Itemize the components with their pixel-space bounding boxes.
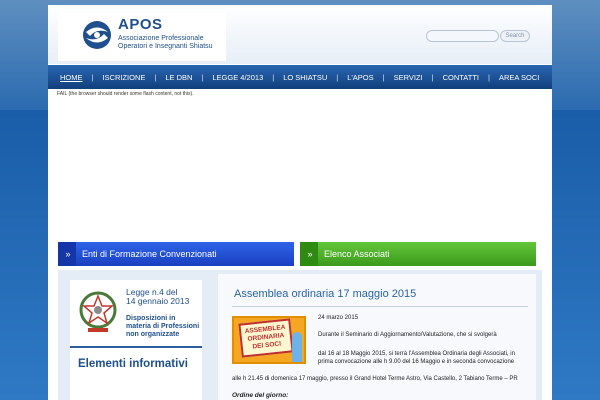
law-title bbox=[126, 288, 189, 306]
assembly-sign bbox=[238, 318, 293, 357]
logo-subtitle-1: Associazione Professionale bbox=[118, 35, 204, 42]
page-container bbox=[48, 5, 552, 400]
main-nav bbox=[48, 65, 552, 89]
nav-separator: | bbox=[382, 72, 385, 82]
nav-separator: | bbox=[154, 72, 157, 82]
article-divider bbox=[232, 306, 528, 307]
nav-item-lapos[interactable]: L'APOS bbox=[347, 72, 374, 82]
law-line-2: 14 gennaio 2013 bbox=[126, 296, 190, 306]
article-image bbox=[232, 316, 306, 364]
nav-separator: | bbox=[272, 72, 275, 82]
sign-line-1: ASSEMBLEA bbox=[244, 323, 286, 336]
logo-swirl-icon bbox=[82, 19, 112, 51]
chevron-right-icon: » bbox=[300, 242, 318, 266]
site-logo[interactable] bbox=[58, 13, 226, 61]
logo-subtitle-2: Operatori e Insegnanti Shiatsu bbox=[118, 43, 213, 50]
law-sub-2: materia di Professioni bbox=[126, 323, 200, 330]
nav-item-servizi[interactable]: SERVIZI bbox=[393, 72, 423, 82]
nav-item-home[interactable]: HOME bbox=[60, 72, 83, 82]
nav-separator: | bbox=[431, 72, 434, 82]
article bbox=[218, 274, 536, 400]
nav-separator: | bbox=[488, 72, 490, 82]
law-sub-3: non organizzate bbox=[126, 331, 180, 338]
nav-separator: | bbox=[91, 72, 94, 82]
article-paragraph-2: dal 16 al 18 Maggio 2015, si terrà l'Assemblea Ordinaria degli Associati, in prima convocazione alle h 9.00 del 16 Maggio e in seconda convocazione bbox=[318, 351, 515, 365]
article-paragraph-2b: alle h 21.45 di domenica 17 maggio, presso il Grand Hotel Terme Astro, Via Castello, 2 Tabiano Terme – PR bbox=[232, 376, 518, 382]
banner-enti-formazione[interactable] bbox=[58, 242, 294, 266]
sidebar-divider bbox=[70, 346, 202, 348]
sidebar-law-box[interactable] bbox=[70, 280, 202, 400]
banner-elenco-associati[interactable] bbox=[300, 242, 536, 266]
sign-line-3: DEI SOCI bbox=[252, 340, 282, 351]
nav-item-lo-shiatsu[interactable]: LO SHIATSU bbox=[283, 72, 328, 82]
nav-item-area-soci[interactable]: AREA SOCI bbox=[498, 72, 540, 82]
law-sub-1: Disposizioni in bbox=[126, 315, 176, 322]
nav-separator: | bbox=[336, 72, 339, 82]
article-title[interactable]: Assemblea ordinaria 17 maggio 2015 bbox=[234, 288, 417, 300]
banner-label: Elenco Associati bbox=[324, 249, 390, 259]
figure-shape bbox=[292, 332, 302, 362]
italian-emblem-icon bbox=[76, 286, 120, 336]
law-line-1: Legge n.4 del bbox=[126, 287, 178, 297]
chevron-right-icon: » bbox=[58, 242, 76, 266]
flash-fallback-message: FAIL (the browser should render some flash content, not this). bbox=[57, 91, 194, 97]
article-date: 24 marzo 2015 bbox=[318, 315, 359, 321]
law-subtitle bbox=[126, 315, 199, 339]
search-button[interactable]: Search bbox=[500, 30, 530, 42]
nav-separator: | bbox=[201, 72, 204, 82]
nav-item-iscrizione[interactable]: ISCRIZIONE bbox=[102, 72, 146, 82]
sidebar-heading[interactable]: Elementi informativi bbox=[78, 358, 188, 370]
article-paragraph-1: Durante il Seminario di Aggiornamento/Valutazione, che si svolgerà bbox=[318, 332, 497, 338]
logo-title: APOS bbox=[118, 16, 163, 33]
content-area bbox=[58, 270, 542, 400]
banner-label: Enti di Formazione Convenzionati bbox=[82, 249, 217, 259]
nav-item-le-dbn[interactable]: LE DBN bbox=[165, 72, 193, 82]
nav-item-legge[interactable]: LEGGE 4/2013 bbox=[212, 72, 264, 82]
header bbox=[48, 5, 552, 64]
sign-line-2: ORDINARIA bbox=[247, 332, 285, 343]
article-agenda-heading: Ordine del giorno: bbox=[232, 392, 289, 399]
nav-item-contatti[interactable]: CONTATTI bbox=[442, 72, 479, 82]
search-input[interactable] bbox=[426, 30, 499, 42]
